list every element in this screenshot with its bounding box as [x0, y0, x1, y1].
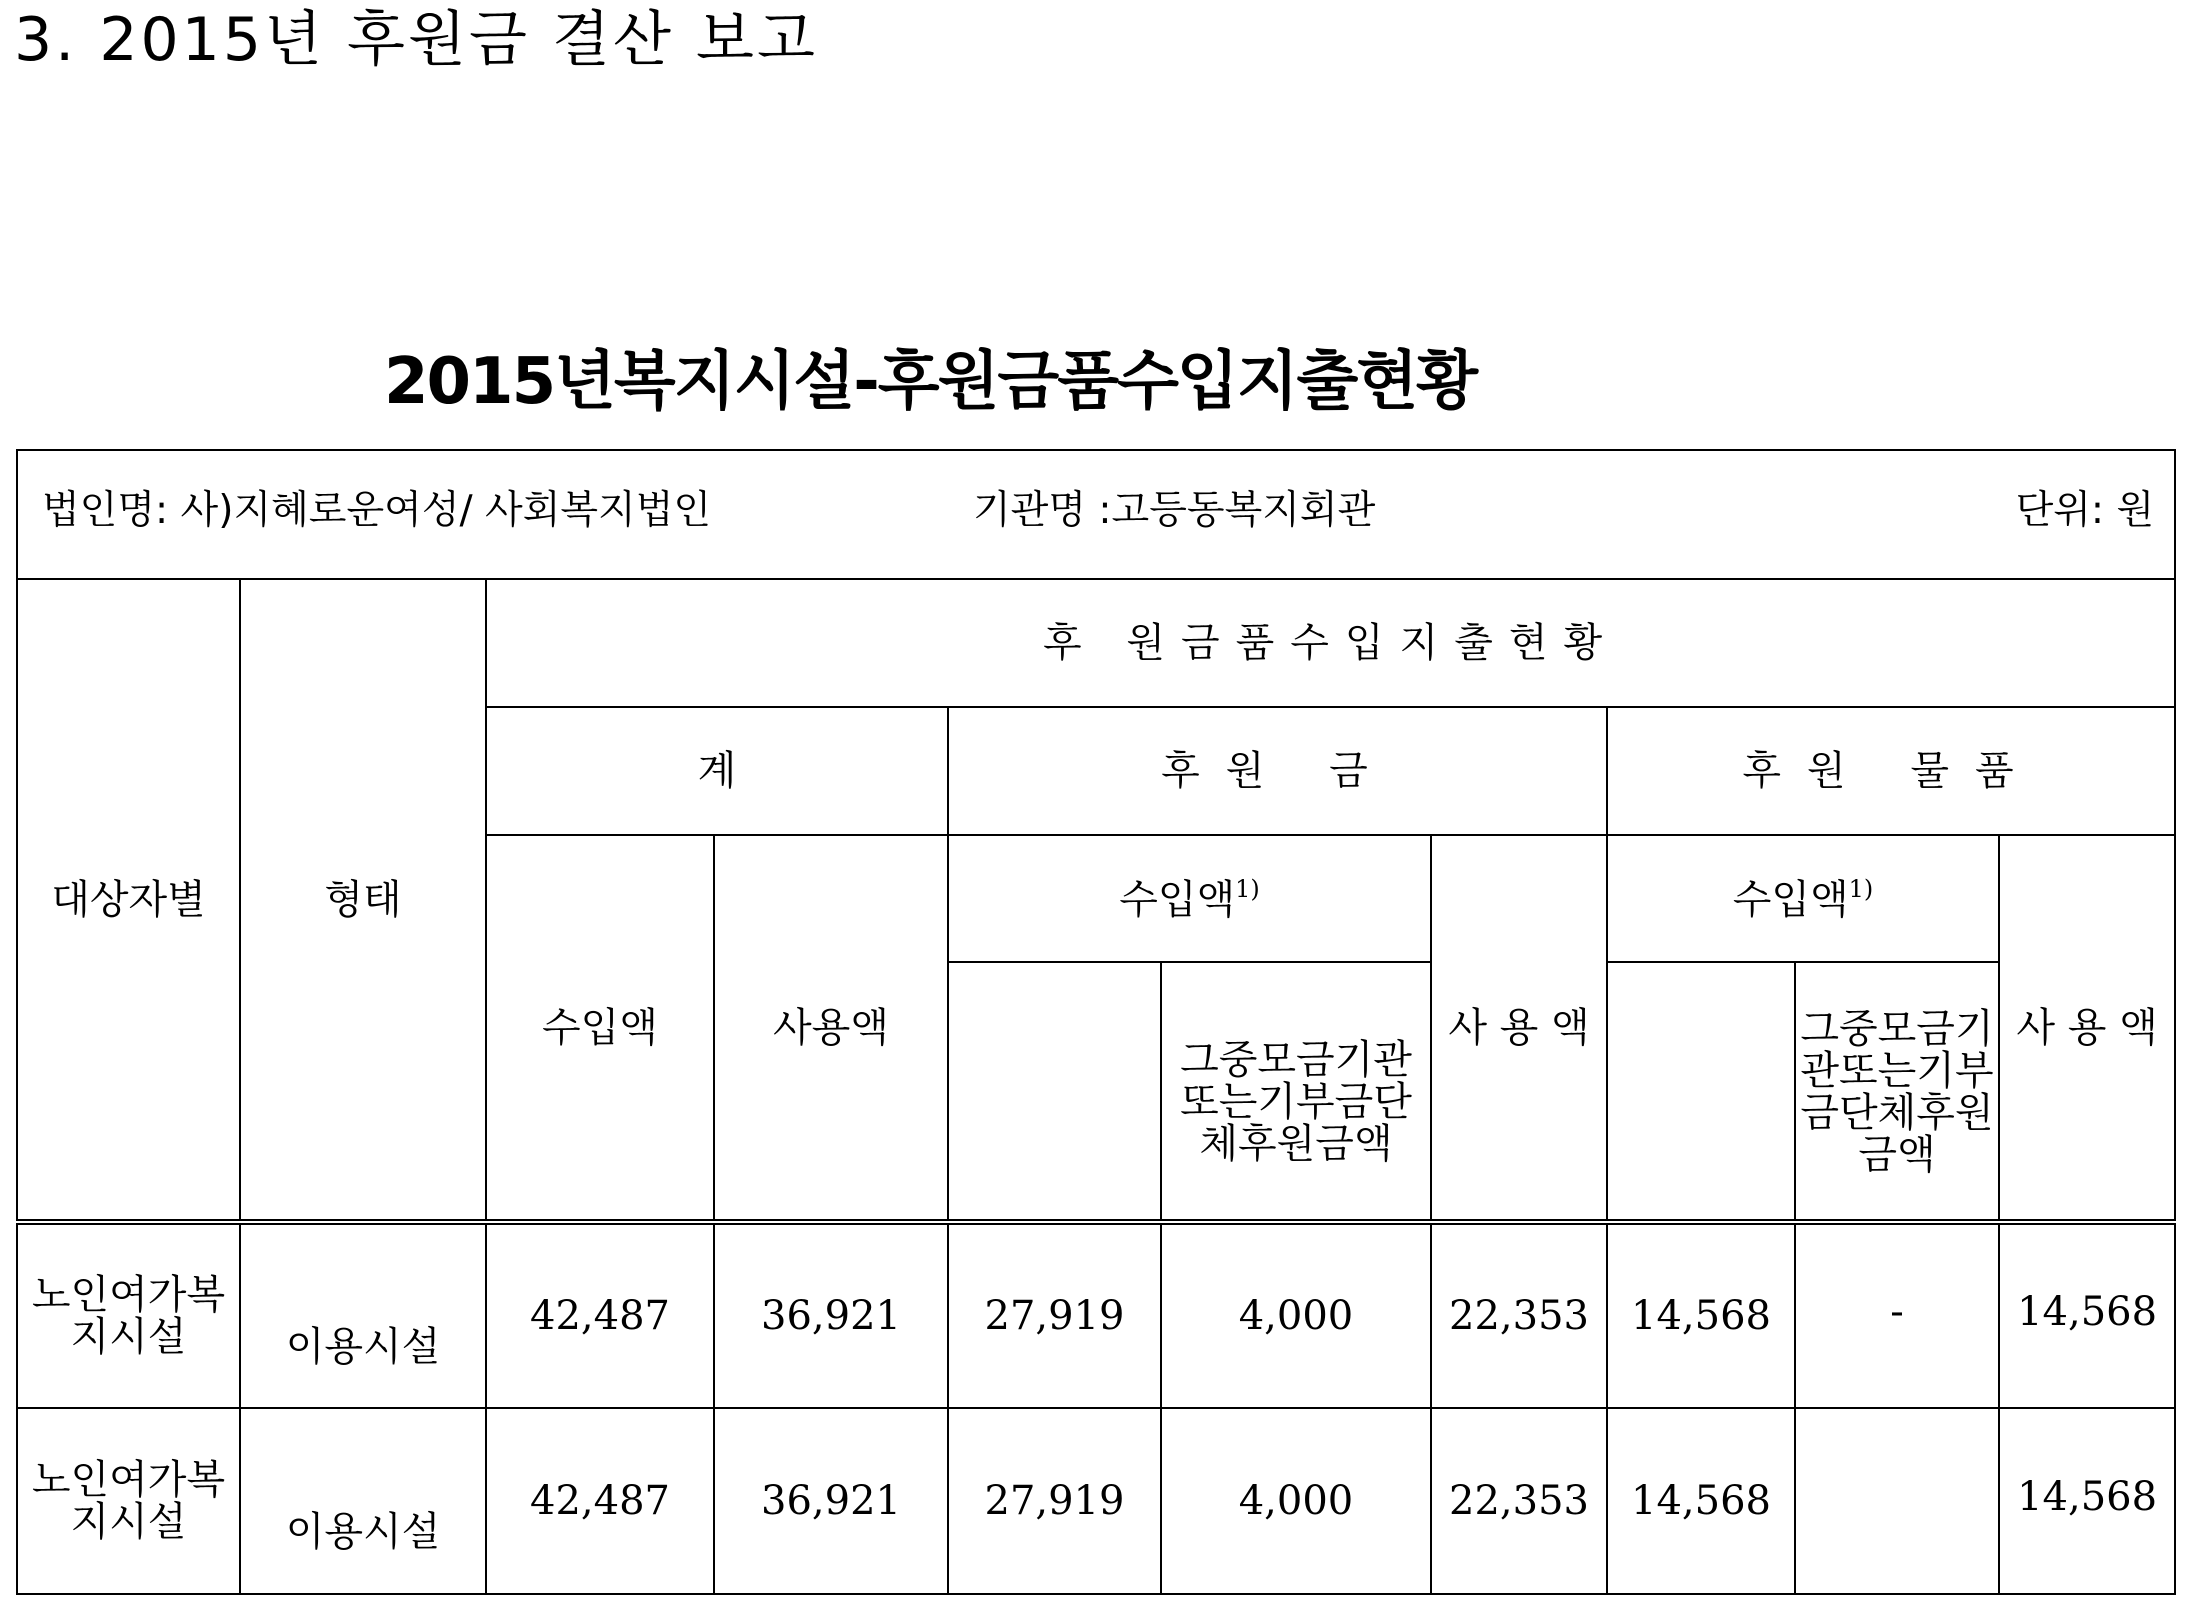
table-row [17, 1408, 2175, 1594]
goods-income-label: 수입액 [1732, 876, 1849, 923]
header-target: 대상자별 [17, 579, 240, 1222]
row-goods-income: 14,568 [1607, 1408, 1795, 1594]
corporation-name: 법인명: 사)지혜로운여성/ 사회복지법인 [42, 488, 712, 533]
header-goods: 후원 물품 [1607, 707, 2175, 835]
table-row [17, 1222, 2175, 1408]
row-total-income: 42,487 [486, 1222, 714, 1408]
row-goods-agency: - [1795, 1222, 1999, 1408]
row-cash-agency: 4,000 [1161, 1222, 1431, 1408]
row-type: 이용시설 [240, 1222, 486, 1408]
row-cash-income: 27,919 [948, 1408, 1161, 1594]
cash-income-label: 수입액 [1119, 876, 1236, 923]
header-total-income: 수입액 [486, 835, 714, 1222]
row-cash-agency: 4,000 [1161, 1408, 1431, 1594]
row-total-usage: 36,921 [714, 1222, 948, 1408]
header-goods-agency: 그중모금기관또는기부금단체후원금액 [1795, 962, 1999, 1222]
header-goods-usage: 사 용 액 [1999, 835, 2175, 1222]
section-heading: 3. 2015년 후원금 결산 보고 [14, 5, 818, 75]
header-total: 계 [486, 707, 948, 835]
row-cash-income: 27,919 [948, 1222, 1161, 1408]
report-info-row [17, 450, 2175, 579]
row-total-income: 42,487 [486, 1408, 714, 1594]
row-goods-usage: 14,568 [1999, 1408, 2175, 1594]
report-title: 2015년복지시설-후원금품수입지출현황 [383, 345, 1477, 419]
header-type: 형태 [240, 579, 486, 1222]
row-goods-income: 14,568 [1607, 1222, 1795, 1408]
header-cash-agency: 그중모금기관 또는기부금단체후원금액 [1161, 962, 1431, 1222]
row-type: 이용시설 [240, 1408, 486, 1594]
header-total-usage: 사용액 [714, 835, 948, 1222]
row-total-usage: 36,921 [714, 1408, 948, 1594]
cash-income-footnote: 1) [1235, 874, 1260, 903]
report-table [16, 449, 2176, 1595]
unit-label: 단위: 원 [2015, 488, 2155, 533]
goods-income-footnote: 1) [1848, 874, 1874, 903]
row-goods-usage: 14,568 [1999, 1222, 2175, 1408]
header-goods-income-blank [1607, 962, 1795, 1222]
header-cash-usage: 사 용 액 [1431, 835, 1607, 1222]
row-target: 노인여가복지시설 [17, 1408, 240, 1594]
row-cash-usage: 22,353 [1431, 1408, 1607, 1594]
header-goods-income [1607, 835, 1999, 962]
header-cash: 후원 금 [948, 707, 1607, 835]
header-main: 후 원금품수입지출현황 [486, 579, 2175, 707]
row-target: 노인여가복지시설 [17, 1222, 240, 1408]
row-cash-usage: 22,353 [1431, 1222, 1607, 1408]
row-goods-agency [1795, 1408, 1999, 1594]
organization-name: 기관명 :고등동복지회관 [973, 488, 1376, 533]
header-cash-income [948, 835, 1431, 962]
header-cash-income-blank [948, 962, 1161, 1222]
